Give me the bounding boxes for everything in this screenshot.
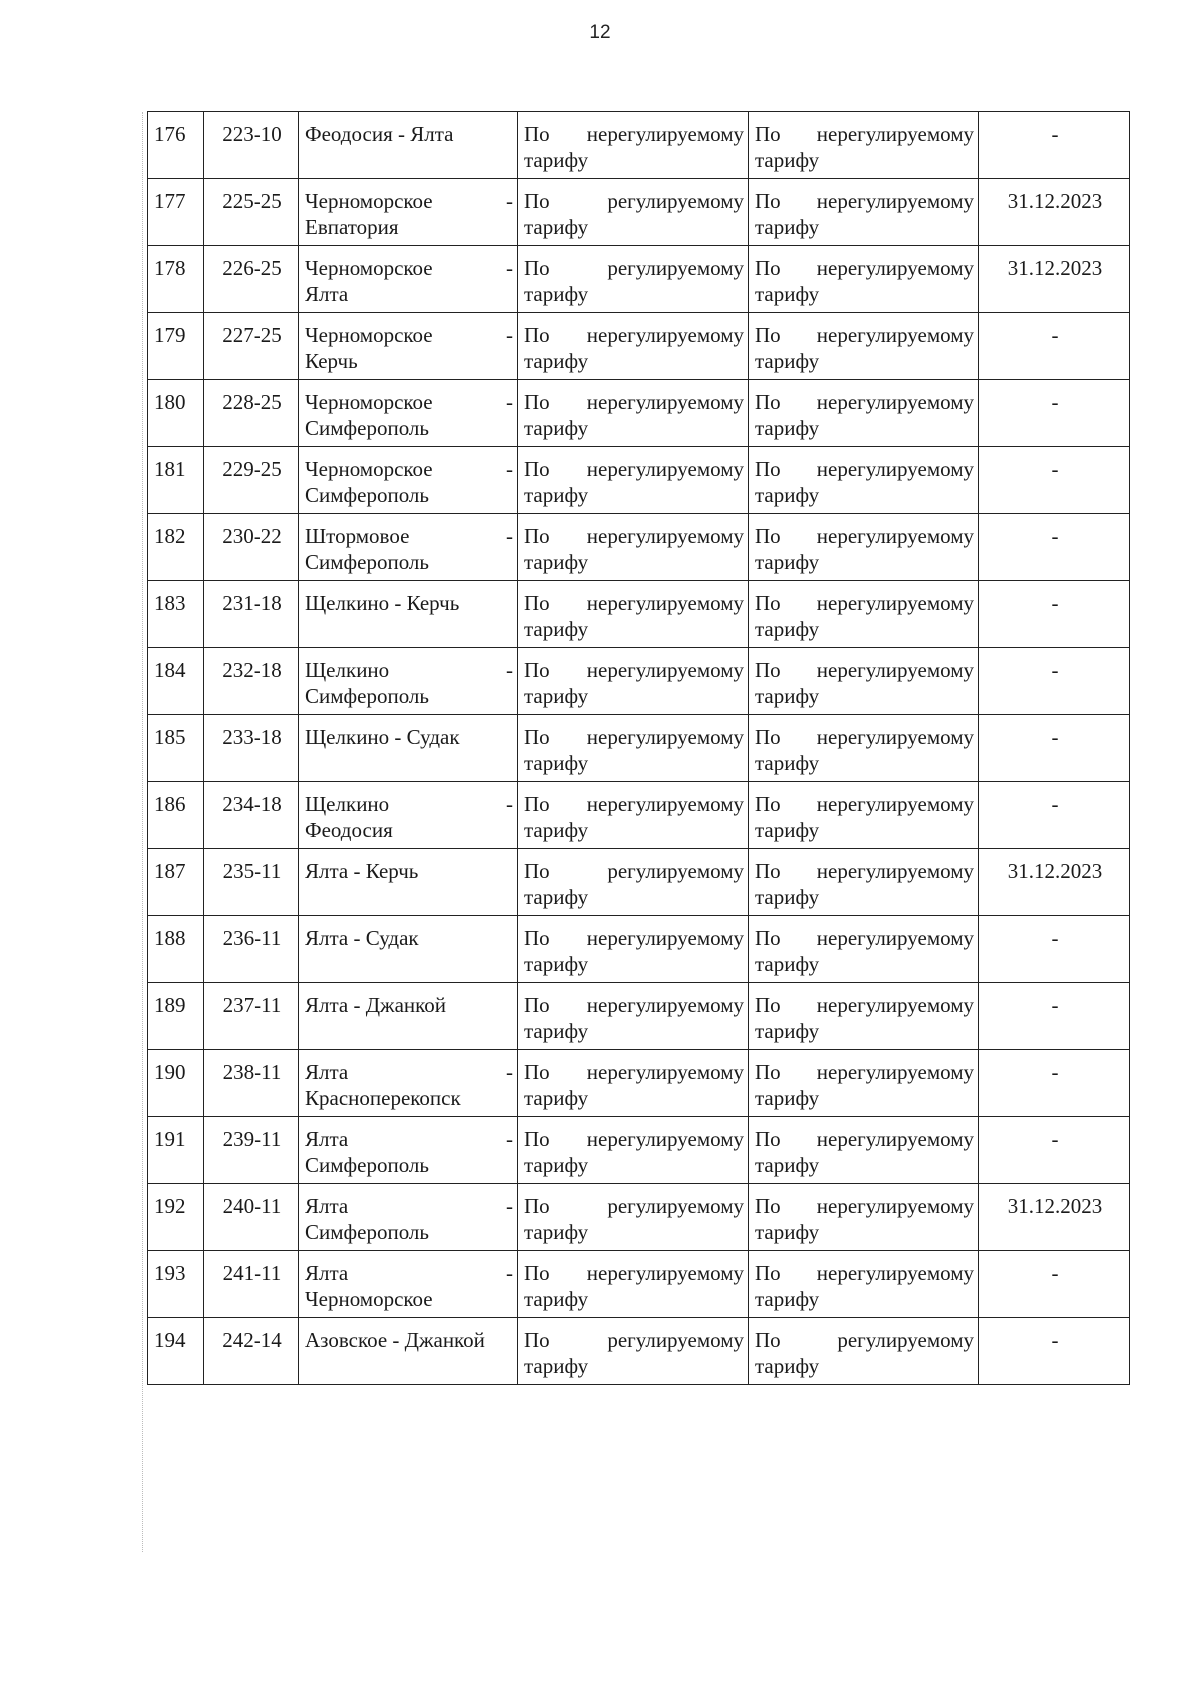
- route-origin: Щелкино: [305, 658, 390, 682]
- row-number: 184: [148, 648, 204, 715]
- table-row: [148, 916, 1130, 983]
- route-name: Феодосия - Ялта: [305, 122, 454, 146]
- tariff-current: По нерегулируемому: [524, 591, 744, 615]
- tariff-current-cell: [518, 1318, 749, 1385]
- tariff-new-cell: [749, 447, 979, 514]
- route-destination: Феодосия: [305, 818, 393, 842]
- tariff-new-suffix: тарифу: [755, 1019, 820, 1043]
- route-code: 236-11: [204, 916, 299, 983]
- route-cell: [299, 514, 518, 581]
- route-destination: Симферополь: [305, 550, 429, 574]
- tariff-new: По нерегулируемому: [755, 993, 974, 1017]
- tariff-current-cell: [518, 1050, 749, 1117]
- route-origin: Ялта: [305, 1127, 349, 1151]
- tariff-new: По нерегулируемому: [755, 1261, 974, 1285]
- tariff-current-suffix: тарифу: [524, 349, 589, 373]
- tariff-new-suffix: тарифу: [755, 952, 820, 976]
- routes-table: [147, 111, 1130, 1385]
- tariff-current-suffix: тарифу: [524, 483, 589, 507]
- tariff-new-cell: [749, 1117, 979, 1184]
- table-row: [148, 380, 1130, 447]
- route-destination: Ялта: [305, 282, 349, 306]
- tariff-current: По нерегулируемому: [524, 1060, 744, 1084]
- end-date: -: [979, 1251, 1130, 1318]
- tariff-current-suffix: тарифу: [524, 1019, 589, 1043]
- tariff-new: По нерегулируемому: [755, 859, 974, 883]
- route-cell: [299, 447, 518, 514]
- tariff-new-suffix: тарифу: [755, 1354, 820, 1378]
- tariff-new: По нерегулируемому: [755, 792, 974, 816]
- route-dash: -: [506, 457, 513, 481]
- route-code: 240-11: [204, 1184, 299, 1251]
- row-number: 190: [148, 1050, 204, 1117]
- tariff-new-suffix: тарифу: [755, 617, 820, 641]
- tariff-new-cell: [749, 849, 979, 916]
- row-number: 189: [148, 983, 204, 1050]
- table-row: [148, 983, 1130, 1050]
- route-cell: [299, 1251, 518, 1318]
- row-number: 183: [148, 581, 204, 648]
- end-date: -: [979, 983, 1130, 1050]
- row-number: 187: [148, 849, 204, 916]
- route-cell: [299, 1318, 518, 1385]
- tariff-new-suffix: тарифу: [755, 751, 820, 775]
- route-code: 233-18: [204, 715, 299, 782]
- tariff-current: По регулируемому: [524, 189, 744, 213]
- tariff-current-cell: [518, 380, 749, 447]
- tariff-current-cell: [518, 313, 749, 380]
- route-cell: [299, 246, 518, 313]
- route-destination: Симферополь: [305, 1220, 429, 1244]
- tariff-new-suffix: тарифу: [755, 885, 820, 909]
- tariff-new: По нерегулируемому: [755, 122, 974, 146]
- tariff-current: По нерегулируемому: [524, 993, 744, 1017]
- tariff-new-suffix: тарифу: [755, 483, 820, 507]
- route-dash: -: [506, 1060, 513, 1084]
- tariff-current-cell: [518, 514, 749, 581]
- route-dash: -: [506, 189, 513, 213]
- route-cell: [299, 112, 518, 179]
- route-destination: Симферополь: [305, 1153, 429, 1177]
- end-date: -: [979, 782, 1130, 849]
- tariff-current-cell: [518, 849, 749, 916]
- tariff-current: По нерегулируемому: [524, 457, 744, 481]
- tariff-new-cell: [749, 514, 979, 581]
- route-destination: Керчь: [305, 349, 358, 373]
- route-cell: [299, 849, 518, 916]
- tariff-current-cell: [518, 246, 749, 313]
- tariff-new: По нерегулируемому: [755, 926, 974, 950]
- tariff-new: По нерегулируемому: [755, 1060, 974, 1084]
- route-origin: Черноморское: [305, 457, 433, 481]
- route-name: Щелкино - Судак: [305, 725, 460, 749]
- table-row: [148, 179, 1130, 246]
- tariff-current-cell: [518, 1184, 749, 1251]
- end-date: -: [979, 1318, 1130, 1385]
- end-date: -: [979, 447, 1130, 514]
- tariff-new-suffix: тарифу: [755, 282, 820, 306]
- row-number: 188: [148, 916, 204, 983]
- route-dash: -: [506, 524, 513, 548]
- row-number: 180: [148, 380, 204, 447]
- tariff-new: По нерегулируемому: [755, 725, 974, 749]
- tariff-current-suffix: тарифу: [524, 215, 589, 239]
- end-date: -: [979, 514, 1130, 581]
- end-date: -: [979, 581, 1130, 648]
- route-name: Азовское - Джанкой: [305, 1328, 485, 1352]
- end-date: -: [979, 715, 1130, 782]
- tariff-new: По нерегулируемому: [755, 457, 974, 481]
- table-row: [148, 514, 1130, 581]
- tariff-new-cell: [749, 313, 979, 380]
- route-cell: [299, 380, 518, 447]
- route-code: 226-25: [204, 246, 299, 313]
- tariff-current-cell: [518, 648, 749, 715]
- route-code: 234-18: [204, 782, 299, 849]
- table-row: [148, 1318, 1130, 1385]
- route-code: 227-25: [204, 313, 299, 380]
- tariff-current: По нерегулируемому: [524, 658, 744, 682]
- tariff-new-cell: [749, 648, 979, 715]
- tariff-new: По нерегулируемому: [755, 524, 974, 548]
- row-number: 176: [148, 112, 204, 179]
- route-dash: -: [506, 390, 513, 414]
- route-cell: [299, 1117, 518, 1184]
- tariff-current-suffix: тарифу: [524, 818, 589, 842]
- route-cell: [299, 313, 518, 380]
- route-origin: Черноморское: [305, 323, 433, 347]
- routes-table-body: [148, 112, 1130, 1385]
- tariff-current-cell: [518, 715, 749, 782]
- table-row: [148, 447, 1130, 514]
- end-date: 31.12.2023: [979, 246, 1130, 313]
- tariff-new-suffix: тарифу: [755, 416, 820, 440]
- route-code: 242-14: [204, 1318, 299, 1385]
- route-name: Ялта - Судак: [305, 926, 419, 950]
- tariff-current-cell: [518, 112, 749, 179]
- tariff-current-cell: [518, 179, 749, 246]
- end-date: -: [979, 313, 1130, 380]
- tariff-current: По нерегулируемому: [524, 725, 744, 749]
- row-number: 179: [148, 313, 204, 380]
- tariff-current-cell: [518, 983, 749, 1050]
- tariff-current-suffix: тарифу: [524, 282, 589, 306]
- route-code: 241-11: [204, 1251, 299, 1318]
- tariff-current-suffix: тарифу: [524, 952, 589, 976]
- end-date: -: [979, 380, 1130, 447]
- tariff-new: По нерегулируемому: [755, 256, 974, 280]
- row-number: 191: [148, 1117, 204, 1184]
- route-dash: -: [506, 792, 513, 816]
- tariff-new: По нерегулируемому: [755, 1194, 974, 1218]
- route-name: Ялта - Керчь: [305, 859, 419, 883]
- tariff-current: По нерегулируемому: [524, 524, 744, 548]
- tariff-current: По нерегулируемому: [524, 792, 744, 816]
- route-origin: Черноморское: [305, 390, 433, 414]
- route-code: 225-25: [204, 179, 299, 246]
- row-number: 193: [148, 1251, 204, 1318]
- tariff-current: По нерегулируемому: [524, 323, 744, 347]
- route-origin: Ялта: [305, 1060, 349, 1084]
- tariff-new-cell: [749, 112, 979, 179]
- tariff-new: По нерегулируемому: [755, 390, 974, 414]
- tariff-new-cell: [749, 246, 979, 313]
- tariff-new-suffix: тарифу: [755, 818, 820, 842]
- route-destination: Евпатория: [305, 215, 399, 239]
- tariff-new-cell: [749, 983, 979, 1050]
- row-number: 182: [148, 514, 204, 581]
- route-name: Щелкино - Керчь: [305, 591, 460, 615]
- end-date: -: [979, 1117, 1130, 1184]
- route-cell: [299, 782, 518, 849]
- table-row: [148, 1050, 1130, 1117]
- route-cell: [299, 715, 518, 782]
- tariff-current-cell: [518, 782, 749, 849]
- tariff-current-suffix: тарифу: [524, 1220, 589, 1244]
- table-row: [148, 648, 1130, 715]
- route-destination: Симферополь: [305, 416, 429, 440]
- table-row: [148, 313, 1130, 380]
- row-number: 194: [148, 1318, 204, 1385]
- tariff-new-cell: [749, 1050, 979, 1117]
- end-date: -: [979, 1050, 1130, 1117]
- route-dash: -: [506, 256, 513, 280]
- row-number: 177: [148, 179, 204, 246]
- tariff-current: По нерегулируемому: [524, 1261, 744, 1285]
- tariff-new-suffix: тарифу: [755, 215, 820, 239]
- table-row: [148, 1117, 1130, 1184]
- tariff-new-suffix: тарифу: [755, 550, 820, 574]
- tariff-new: По нерегулируемому: [755, 323, 974, 347]
- route-code: 239-11: [204, 1117, 299, 1184]
- route-dash: -: [506, 1194, 513, 1218]
- route-cell: [299, 581, 518, 648]
- route-code: 238-11: [204, 1050, 299, 1117]
- tariff-new-cell: [749, 916, 979, 983]
- tariff-new-cell: [749, 581, 979, 648]
- route-cell: [299, 916, 518, 983]
- route-origin: Щелкино: [305, 792, 390, 816]
- tariff-new-suffix: тарифу: [755, 349, 820, 373]
- tariff-new-suffix: тарифу: [755, 1220, 820, 1244]
- route-cell: [299, 1184, 518, 1251]
- route-origin: Черноморское: [305, 256, 433, 280]
- tariff-current: По нерегулируемому: [524, 1127, 744, 1151]
- route-destination: Красноперекопск: [305, 1086, 461, 1110]
- route-code: 237-11: [204, 983, 299, 1050]
- tariff-new: По регулируемому: [755, 1328, 974, 1352]
- route-dash: -: [506, 323, 513, 347]
- margin-line: [142, 112, 143, 1552]
- end-date: 31.12.2023: [979, 849, 1130, 916]
- route-origin: Черноморское: [305, 189, 433, 213]
- table-row: [148, 1251, 1130, 1318]
- tariff-current: По нерегулируемому: [524, 122, 744, 146]
- table-row: [148, 112, 1130, 179]
- tariff-current-cell: [518, 1251, 749, 1318]
- tariff-current-suffix: тарифу: [524, 885, 589, 909]
- table-row: [148, 849, 1130, 916]
- route-cell: [299, 179, 518, 246]
- route-origin: Ялта: [305, 1261, 349, 1285]
- route-dash: -: [506, 1127, 513, 1151]
- tariff-new-cell: [749, 380, 979, 447]
- tariff-current-cell: [518, 447, 749, 514]
- tariff-current: По нерегулируемому: [524, 926, 744, 950]
- tariff-new: По нерегулируемому: [755, 1127, 974, 1151]
- row-number: 178: [148, 246, 204, 313]
- tariff-current-suffix: тарифу: [524, 1287, 589, 1311]
- tariff-current-cell: [518, 1117, 749, 1184]
- tariff-current-suffix: тарифу: [524, 684, 589, 708]
- tariff-new: По нерегулируемому: [755, 591, 974, 615]
- route-cell: [299, 1050, 518, 1117]
- route-destination: Черноморское: [305, 1287, 433, 1311]
- tariff-new-suffix: тарифу: [755, 148, 820, 172]
- tariff-current: По регулируемому: [524, 859, 744, 883]
- tariff-new: По нерегулируемому: [755, 658, 974, 682]
- tariff-new-cell: [749, 782, 979, 849]
- tariff-new-cell: [749, 179, 979, 246]
- table-row: [148, 1184, 1130, 1251]
- tariff-new-suffix: тарифу: [755, 1153, 820, 1177]
- table-row: [148, 581, 1130, 648]
- tariff-new-suffix: тарифу: [755, 1086, 820, 1110]
- table-row: [148, 782, 1130, 849]
- tariff-current: По регулируемому: [524, 1194, 744, 1218]
- tariff-new-cell: [749, 1251, 979, 1318]
- table-row: [148, 715, 1130, 782]
- route-code: 232-18: [204, 648, 299, 715]
- tariff-new-cell: [749, 1318, 979, 1385]
- route-cell: [299, 648, 518, 715]
- end-date: -: [979, 112, 1130, 179]
- end-date: 31.12.2023: [979, 179, 1130, 246]
- route-code: 228-25: [204, 380, 299, 447]
- route-destination: Симферополь: [305, 483, 429, 507]
- tariff-new-cell: [749, 715, 979, 782]
- route-code: 229-25: [204, 447, 299, 514]
- row-number: 192: [148, 1184, 204, 1251]
- tariff-current-suffix: тарифу: [524, 751, 589, 775]
- route-dash: -: [506, 658, 513, 682]
- route-code: 230-22: [204, 514, 299, 581]
- end-date: -: [979, 916, 1130, 983]
- page-number: 12: [589, 22, 611, 43]
- route-dash: -: [506, 1261, 513, 1285]
- tariff-new-suffix: тарифу: [755, 684, 820, 708]
- route-code: 223-10: [204, 112, 299, 179]
- row-number: 186: [148, 782, 204, 849]
- table-row: [148, 246, 1130, 313]
- tariff-current-suffix: тарифу: [524, 550, 589, 574]
- tariff-new-cell: [749, 1184, 979, 1251]
- tariff-current: По регулируемому: [524, 1328, 744, 1352]
- route-destination: Симферополь: [305, 684, 429, 708]
- route-name: Ялта - Джанкой: [305, 993, 447, 1017]
- tariff-new: По нерегулируемому: [755, 189, 974, 213]
- tariff-current-suffix: тарифу: [524, 148, 589, 172]
- tariff-current-suffix: тарифу: [524, 1086, 589, 1110]
- end-date: -: [979, 648, 1130, 715]
- row-number: 185: [148, 715, 204, 782]
- route-origin: Ялта: [305, 1194, 349, 1218]
- tariff-new-suffix: тарифу: [755, 1287, 820, 1311]
- tariff-current-cell: [518, 916, 749, 983]
- tariff-current: По нерегулируемому: [524, 390, 744, 414]
- row-number: 181: [148, 447, 204, 514]
- route-code: 231-18: [204, 581, 299, 648]
- tariff-current-suffix: тарифу: [524, 1153, 589, 1177]
- tariff-current-suffix: тарифу: [524, 1354, 589, 1378]
- route-code: 235-11: [204, 849, 299, 916]
- end-date: 31.12.2023: [979, 1184, 1130, 1251]
- tariff-current-suffix: тарифу: [524, 617, 589, 641]
- route-cell: [299, 983, 518, 1050]
- tariff-current: По регулируемому: [524, 256, 744, 280]
- tariff-current-cell: [518, 581, 749, 648]
- route-origin: Штормовое: [305, 524, 410, 548]
- tariff-current-suffix: тарифу: [524, 416, 589, 440]
